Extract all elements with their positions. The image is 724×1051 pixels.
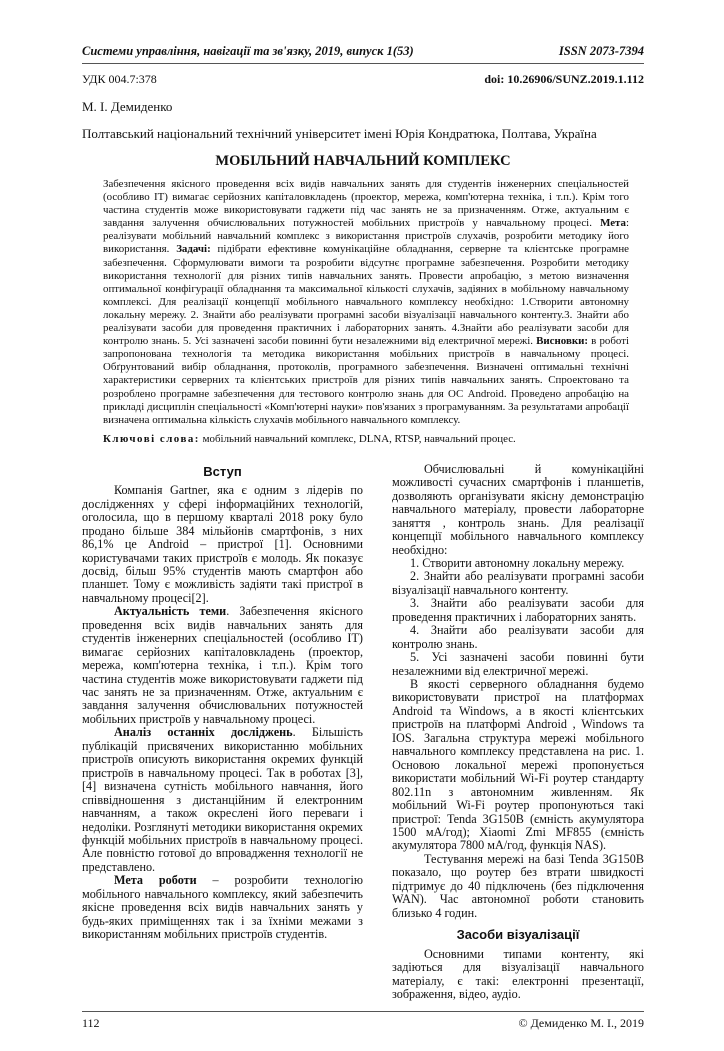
left-column [82,463,363,942]
abstract [103,178,629,427]
paragraph: Тестування мережі на базі Tenda 3G150B показало, що роутер без втрати швидкості підтримує до 40 підключень (без підключення WAN). Час автономної роботи становить близько 4 годин. [392,851,644,920]
conclusions-label: Висновки: [536,335,589,348]
body-columns [82,463,644,1002]
list-item: 4. Знайти або реалізувати засоби для контролю знань. [392,623,644,651]
relevance-label: Актуальність теми [114,604,227,619]
goal-text: – розробити технологію мобільного навчального комплексу, який забезпечить якісне проведення всіх видів навчальних занять у будь-яких приміщеннях так і за їхніми межами з використанням мобільних пристроїв студентів. [82,873,363,942]
paragraph-analysis [82,726,363,874]
abstract-text: в роботі запропонована технологія та методика використання мобільних пристроїв в навчальному процесі. Обґрунтований вибір обладнання, протоколів, програмного забезпечення. Визначені оптимальні технічні характеристики серверних та клієнтських пристроїв для різних типів навчальних занять. Спроектовано та розроблено програмне забезпечення для тестового контролю знань для ОС Android. Проведено апробацію на прикладі дисциплін спеціальності «Комп'ютерні науки» пов'язаних з програмуванням. За результатами апробації визначена оптимальна кількість слухачів мобільного навчального комплексу. [103,335,629,426]
running-header [82,44,644,64]
page-number: 112 [82,1016,100,1031]
section-heading-intro: Вступ [203,463,242,479]
paragraph-goal [82,874,363,941]
abstract-text: Забезпечення якісного проведення всіх видів навчальних занять для студентів інженерних спеціальностей (особливо IT) вимагає серйозних капіталовкладень (проектор, мережа, комп'ютерна техніка, і т.п.). Крім того частина студентів може використовувати гаджети під час занять не за призначенням. Отже, актуальним є завдання залучення обчислювальних потужностей мобільних пристроїв у навчальному процесі. [103,178,629,230]
analysis-text: . Більшість публікацій присвячених використанню мобільних пристроїв описують використання окремих функцій пристроїв в навчальному процесі. Так в роботах [3],[4] визначена сутність мобільного навчання, його співвідношення з дистанційним й електронним навчанням, а також окреслені його переваги і недоліки. Розглянуті методики використання окремих функцій мобільних пристроїв в навчальному процесі. Але повністю готової до впровадження технології не представлено. [82,725,363,874]
list-item: 1. Створити автономну локальну мережу. [410,555,625,570]
goal-label: Мета роботи [114,873,197,888]
paragraph-relevance [82,605,363,726]
journal-name: Системи управління, навігації та зв'язку, 2019, випуск 1(53) [82,44,414,58]
udc: УДК 004.7:378 [82,72,157,86]
copyright: © Демиденко М. І., 2019 [518,1016,644,1031]
article-meta [82,72,644,87]
abstract-text: підібрати ефективне комунікаційне обладнання, серверне та клієнтське програмне забезпечення. Сформулювати вимоги та розробити відсутнє програмне забезпечення. Розробити методику використання технології для різних типів навчальних занять. Провести апробацію, з метою визначення оптимальної конфігурації обладнання та максимальної кількості слухачів, задіяних в мобільному навчальному комплексі. Для реалізації концепції мобільного навчального комплексу необхідно: 1.Створити автономну локальну мережу. 2. Знайти або реалізувати програмні засоби візуалізації навчального контенту.3. Знайти або реалізувати засоби для проведення практичних і лабораторних занять. 4.Знайти або реалізувати засоби для контролю знань. 5. Усі зазначені засоби повинні бути незалежними від електричної мережі. [103,243,629,348]
page-footer [82,1011,644,1031]
keywords [103,433,629,445]
right-column [392,463,644,1002]
list-item: 2. Знайти або реалізувати програмні засоби візуалізації навчального контенту. [392,569,644,597]
issn: ISSN 2073-7394 [558,44,644,58]
goal-label: Мета [600,217,626,230]
abstract-text: : реалізувати мобільний навчальний комплекс з використання пристроїв слухачів, розробити методику його використання. [103,217,629,256]
paragraph: Обчислювальні й комунікаційні можливості сучасних смартфонів і планшетів, дозволяють організувати якісну демонстрацію навчального матеріалу, провести лабораторне заняття , контроль знань. Для реалізації концепції мобільного навчального комплексу необхідно: [392,461,644,557]
paragraph: В якості серверного обладнання будемо використовувати пристрої на платформах Android та Windows, а в якості клієнтських пристроїв на платформі Android , Windows та IOS. Загальна структура мережі мобільного навчального комплексу представлена на рис. 1. Основою локальної мережі пропонується використати мобільний Wi-Fi роутер стандарту 802.11n з автономним живленням. Як мобільний Wi-Fi роутер пропонуються такі пристрої: Tenda 3G150B (ємність акумулятора 1500 мА/год); Xiaomi Zmi MF855 (ємність акумулятора 7800 мА/год, функція NAS). [392,677,644,853]
keywords-text: мобільний навчальний комплекс, DLNA, RTSP, навчальний процес. [199,432,516,445]
author: М. І. Демиденко [82,99,173,114]
paper-title: МОБІЛЬНИЙ НАВЧАЛЬНИЙ КОМПЛЕКС [215,153,511,169]
list-item: 5. Усі зазначені засоби повинні бути незалежними від електричної мережі. [392,650,644,678]
paragraph: Основними типами контенту, які задіються для візуалізації навчального матеріалу, є такі: електронні презентації, зображення, відео, аудіо. [392,946,644,1001]
analysis-label: Аналіз останніх досліджень [114,725,293,740]
list-item: 3. Знайти або реалізувати засоби для проведення практичних і лабораторних занять. [392,596,644,624]
section-heading-visualization: Засоби візуалізації [456,927,580,943]
paragraph-intro: Компанія Gartner, яка є одним з лідерів по дослідженнях у сфері інформаційних технологій, оголосила, що в першому кварталі 2018 року було продано більше 384 мільйонів смартфонів, з них 86,1% це Android – пристрої [1]. Основними користувачами таких пристроїв є молодь. Як показує досвід, більш 95% студентів мають смартфон або планшет. Тому є можливість задіяти такі пристрої в навчальному процесі[2]. [82,483,363,605]
affiliation: Полтавський національний технічний університет імені Юрія Кондратюка, Полтава, Україна [82,126,597,141]
relevance-text: . Забезпечення якісного проведення всіх видів навчальних занять для студентів інженерних спеціальностей (особливо IT) вимагає серйозних капіталовкладень (проектор, мережа, комп'ютерна техніка, і т.п.). Крім того частина студентів може використовувати гаджети під час занять не за призначенням. Отже, актуальним є завдання залучення обчислювальних потужностей мобільних пристроїв у навчальному процесі. [82,604,363,726]
keywords-label: Ключові слова: [103,432,200,445]
doi: doi: 10.26906/SUNZ.2019.1.112 [484,72,644,86]
tasks-label: Задачі: [176,243,211,256]
